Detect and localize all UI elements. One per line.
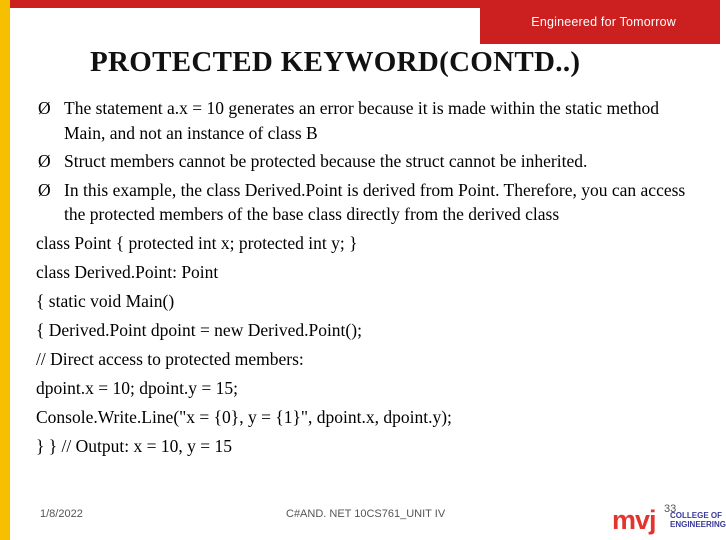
footer-date: 1/8/2022 [40,508,83,520]
left-accent-bar [0,0,10,540]
slide-content [36,96,696,463]
header-band-cutout [10,8,480,44]
bullet-text: The statement a.x = 10 generates an error because it is made within the static method Main, and not an instance of class B [64,98,659,143]
bullet-item [36,149,696,174]
logo-text-line2: ENGINEERING [670,520,726,529]
logo-text [670,511,726,529]
logo-mark: mvj [612,505,656,535]
code-line: class Derived.Point: Point [36,261,219,282]
footer-course: C#AND. NET 10CS761_UNIT IV [286,508,446,520]
logo-text-line1: COLLEGE OF [670,511,722,520]
code-line: Console.Write.Line("x = {0}, y = {1}", dpoint.x, dpoint.y); [36,406,452,427]
code-line: class Point { protected int x; protected int y; } [36,232,358,253]
bullet-arrow-icon: Ø [38,151,51,171]
header-tagline: Engineered for Tomorrow [531,15,676,29]
slide-title: PROTECTED KEYWORD(CONTD..) [90,46,581,78]
code-line: } } // Output: x = 10, y = 15 [36,435,232,456]
bullet-item [36,178,696,227]
bullet-item [36,96,696,145]
bullet-text: In this example, the class Derived.Point is derived from Point. Therefore, you can access the protected members of the base class directly from the derived class [64,179,686,224]
bullet-text: Struct members cannot be protected because the struct cannot be inherited. [64,151,588,171]
bullet-arrow-icon: Ø [38,98,51,118]
bullet-arrow-icon: Ø [38,179,51,200]
page-number: 33 [664,503,677,515]
code-line: { static void Main() [36,290,175,311]
code-line: { Derived.Point dpoint = new Derived.Point(); [36,319,362,340]
code-line: // Direct access to protected members: [36,348,304,369]
code-line: dpoint.x = 10; dpoint.y = 15; [36,377,239,398]
